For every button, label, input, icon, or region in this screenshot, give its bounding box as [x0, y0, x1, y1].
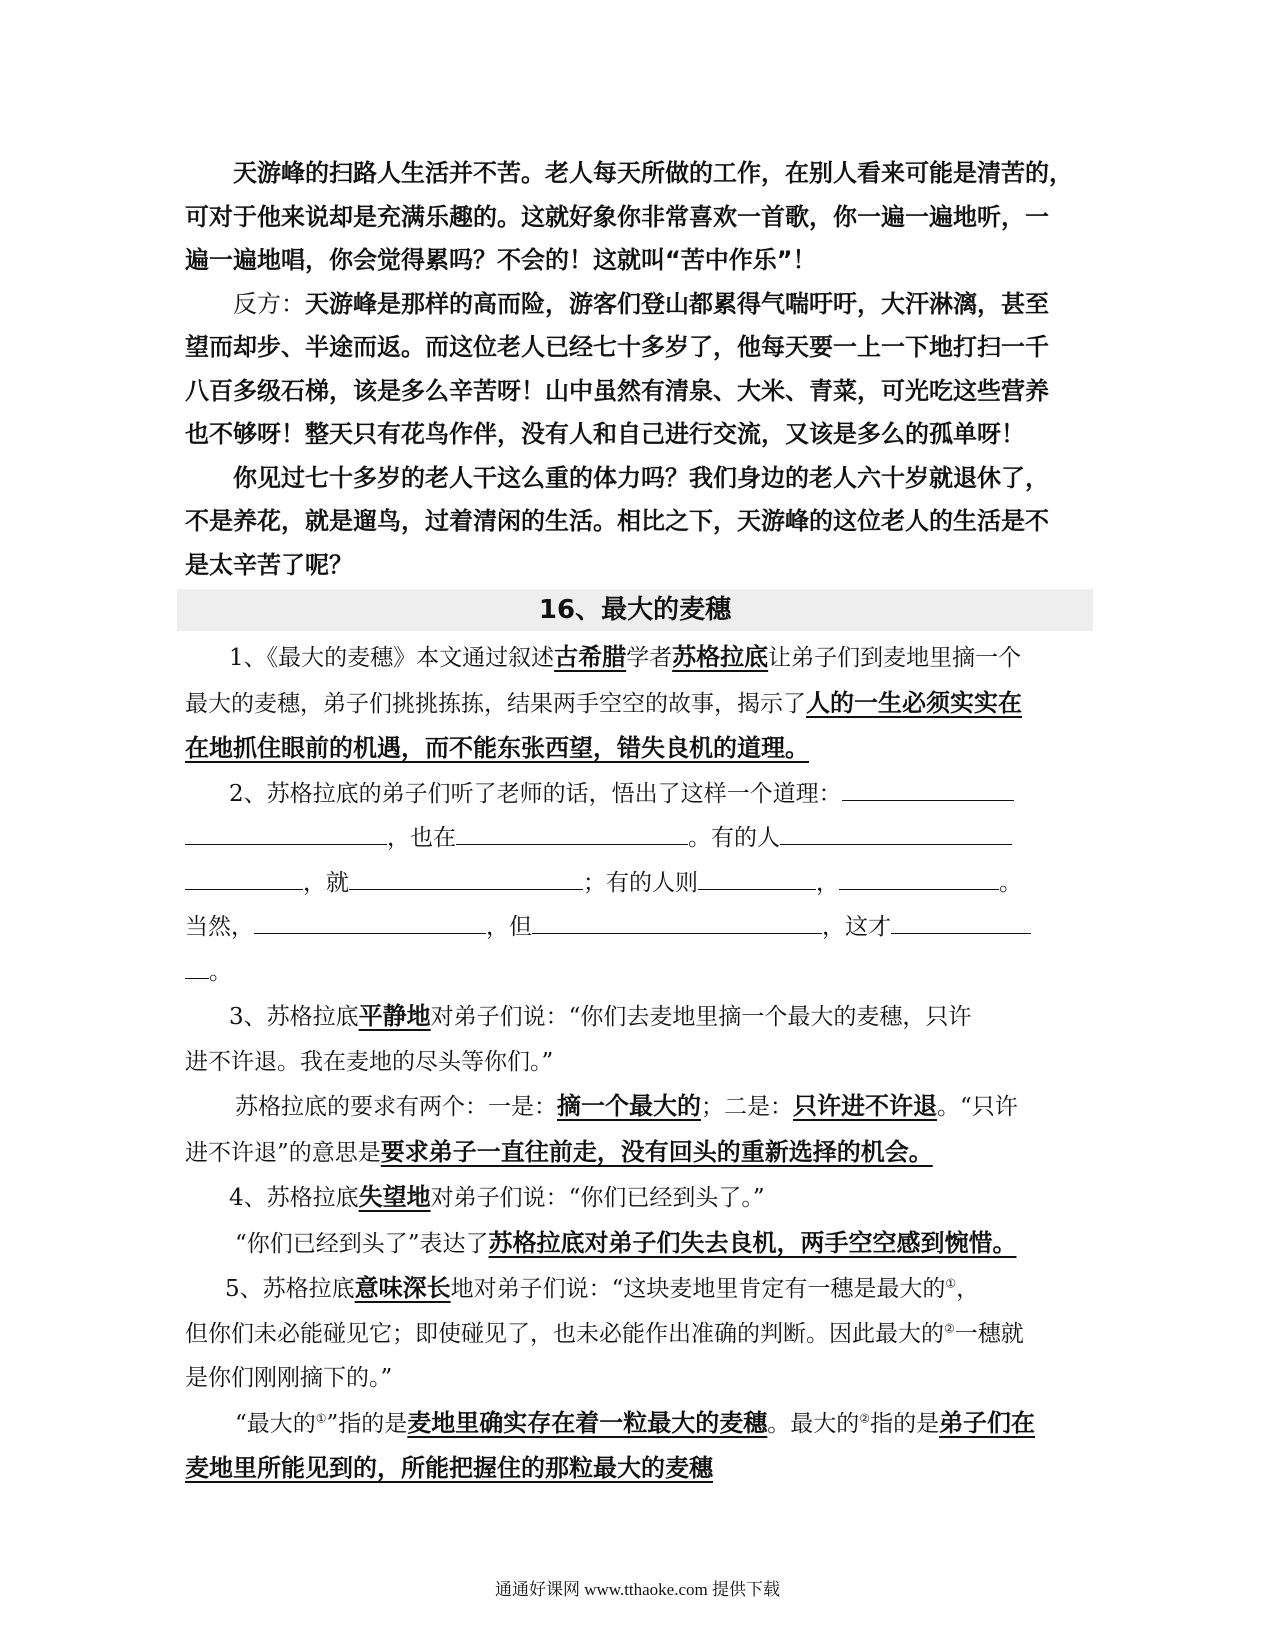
text-line	[185, 861, 1085, 906]
text-line	[185, 1401, 1085, 1447]
text: 让弟子们到麦地里摘一个	[768, 645, 1022, 671]
text: 不是养花，就是遛鸟，过着清闲的生活。相比之下，天游峰的这位老人的生活是不	[185, 507, 1049, 535]
text: 是太辛苦了呢？	[185, 550, 353, 579]
text: 当然，	[185, 914, 254, 940]
text-line	[185, 283, 1085, 327]
text: 5、苏格拉底	[225, 1276, 355, 1302]
text: 指的是	[870, 1410, 940, 1437]
answer: 苏格拉底	[672, 643, 769, 671]
text: 4、苏格拉底	[229, 1185, 359, 1211]
answer: 人的一生必须实实在	[806, 688, 1022, 717]
text-line	[185, 457, 1085, 501]
page-content	[185, 152, 1085, 1492]
answer-blank[interactable]	[185, 822, 387, 845]
section-title: 16、最大的麦穗	[538, 595, 732, 625]
text-line	[185, 681, 1085, 727]
text: 。最大的	[767, 1410, 860, 1437]
text-line	[185, 1040, 1085, 1085]
text: 望而却步、半途而返。而这位老人已经七十多岁了，他每天要一上一下地打扫一千	[185, 333, 1049, 361]
text: ，但	[486, 914, 532, 940]
text: 可对于他来说却是充满乐趣的。这就好象你非常喜欢一首歌，你一遍一遍地听，一	[185, 202, 1049, 231]
text: ，就	[303, 869, 349, 896]
text: 你见过七十多岁的老人干这么重的体力吗？我们身边的老人六十岁就退休了，	[233, 463, 1049, 492]
text-line	[185, 994, 1085, 1040]
text: ，	[816, 869, 839, 896]
text: 。	[209, 958, 232, 985]
answer: 只许进不许退	[793, 1092, 937, 1120]
text-line	[185, 1356, 1085, 1401]
answer: 失望地	[358, 1183, 431, 1211]
question-2	[185, 772, 1085, 995]
text: 遍一遍地唱，你会觉得累吗？不会的！这就叫“苦中作乐”！	[185, 246, 817, 274]
text: 。“只许	[937, 1094, 1018, 1120]
text: 一穗就	[954, 1320, 1024, 1347]
answer-blank[interactable]	[456, 822, 688, 845]
answer-blank[interactable]	[842, 778, 1014, 801]
text-line	[185, 1446, 1085, 1492]
text-line	[185, 544, 1085, 588]
text: ，	[956, 1276, 980, 1302]
text-line	[185, 1130, 1085, 1176]
answer: 苏格拉底对弟子们失去良机，两手空空感到惋惜。	[488, 1228, 1017, 1257]
text: 是你们刚刚摘下的。”	[185, 1365, 393, 1391]
text-line	[185, 152, 1085, 196]
answer: 平静地	[358, 1002, 431, 1030]
intro-paragraph-3	[185, 457, 1085, 588]
section-heading-bar	[177, 589, 1093, 631]
text: 进不许退。我在麦地的尽头等你们。”	[185, 1048, 554, 1075]
intro-paragraph-1	[185, 152, 1085, 283]
circled-number-marker: ①	[945, 1276, 957, 1291]
text: 苏格拉底的要求有两个：一是：	[235, 1094, 557, 1120]
text-line	[185, 816, 1085, 861]
question-3	[185, 994, 1085, 1175]
text-line	[185, 196, 1085, 240]
text-line	[185, 370, 1085, 414]
page-footer: 通通好课网 www.tthaoke.com 提供下载	[494, 1580, 781, 1599]
question-5	[185, 1266, 1085, 1492]
answer-blank[interactable]	[698, 867, 816, 890]
text-line	[185, 726, 1085, 772]
question-4	[185, 1175, 1085, 1266]
text: 对弟子们说：“你们去麦地里摘一个最大的麦穗，只许	[430, 1004, 972, 1030]
intro-paragraph-2	[185, 283, 1085, 457]
answer-blank[interactable]	[185, 867, 303, 890]
text: ；二是：	[701, 1094, 793, 1120]
text: “你们已经到头了”表达了	[235, 1230, 489, 1257]
text-line	[185, 1221, 1085, 1267]
answer-blank[interactable]	[891, 911, 1031, 934]
answer: 意味深长	[354, 1274, 451, 1302]
answer: 麦地里所能见到的，所能把握住的那粒最大的麦穗	[185, 1454, 713, 1482]
text-line	[185, 413, 1085, 457]
text: 3、苏格拉底	[229, 1004, 359, 1030]
question-1	[185, 635, 1085, 772]
text: 对弟子们说：“你们已经到头了。”	[430, 1185, 765, 1211]
circled-number-marker: ②	[944, 1320, 955, 1335]
text: 进不许退”的意思是	[185, 1139, 381, 1166]
text: 。有的人	[688, 825, 780, 851]
text-line	[185, 1084, 1085, 1130]
text-line	[185, 1175, 1085, 1221]
answer: 麦地里确实存在着一粒最大的麦穗	[407, 1408, 768, 1437]
text: 学者	[626, 645, 673, 671]
text: 天游峰是那样的高而险，游客们登山都累得气喘吁吁，大汗淋漓，甚至	[305, 289, 1049, 318]
answer: 古希腊	[554, 643, 627, 671]
answer-blank[interactable]	[185, 956, 209, 979]
text-line	[185, 326, 1085, 370]
text: 但你们未必能碰见它；即使碰见了，也未必能作出准确的判断。因此最大的	[185, 1320, 944, 1347]
text: 最大的麦穗，弟子们挑挑拣拣，结果两手空空的故事，揭示了	[185, 690, 806, 717]
text: 地对弟子们说：“这块麦地里肯定有一穗是最大的	[450, 1276, 946, 1302]
answer-blank[interactable]	[349, 867, 583, 890]
text: 八百多级石梯，该是多么辛苦呀！山中虽然有清泉、大米、青菜，可光吃这些营养	[185, 376, 1049, 405]
text-line	[185, 1266, 1085, 1312]
text: 也不够呀！整天只有花鸟作伴，没有人和自己进行交流，又该是多么的孤单呀！	[185, 420, 1025, 448]
text-line	[185, 239, 1085, 283]
text: 1、《最大的麦穗》本文通过叙述	[229, 645, 555, 671]
text-line	[185, 950, 1085, 995]
answer-blank[interactable]	[839, 867, 999, 890]
answer: 弟子们在	[939, 1408, 1036, 1437]
text-line	[185, 500, 1085, 544]
text: 。	[999, 869, 1022, 896]
text-line	[185, 772, 1085, 817]
text: ，这才	[822, 914, 891, 940]
text: ；有的人则	[583, 869, 698, 896]
text: 天游峰的扫路人生活并不苦。老人每天所做的工作，在别人看来可能是清苦的，	[233, 159, 1073, 187]
answer: 要求弟子一直往前走，没有回头的重新选择的机会。	[380, 1137, 933, 1166]
answer-blank[interactable]	[780, 822, 1012, 845]
text-line	[185, 1312, 1085, 1357]
text-line	[185, 905, 1085, 950]
answer-blank[interactable]	[532, 911, 822, 934]
answer-blank[interactable]	[254, 911, 486, 934]
text: 2、苏格拉底的弟子们听了老师的话，悟出了这样一个道理：	[229, 780, 842, 807]
circled-number-marker: ②	[859, 1410, 871, 1425]
label-opposing-side: 反方：	[233, 289, 305, 318]
circled-number-marker: ①	[315, 1410, 327, 1425]
answer: 摘一个最大的	[557, 1092, 701, 1120]
text: ，也在	[387, 825, 456, 851]
text: ”指的是	[326, 1410, 408, 1437]
text: “最大的	[235, 1410, 316, 1437]
answer: 在地抓住眼前的机遇，而不能东张西望，错失良机的道理。	[185, 734, 809, 762]
text-line	[185, 635, 1085, 681]
